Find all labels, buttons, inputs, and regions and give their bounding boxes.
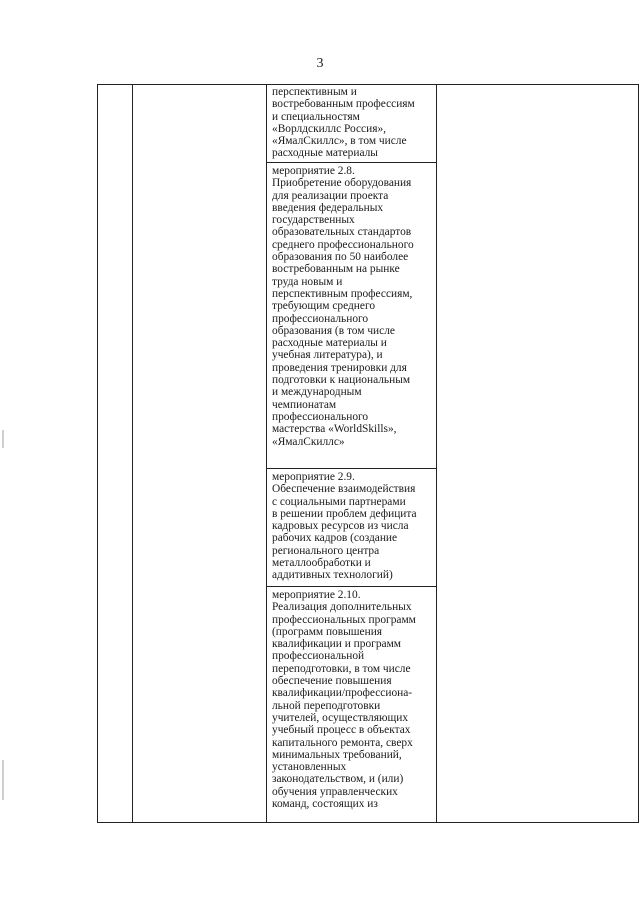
page-number: 3	[316, 56, 324, 71]
program-table	[97, 84, 639, 823]
table-cell-measure-2-9: мероприятие 2.9. Обеспечение взаимодействия с социальными партнерами в решении проблем дефицита кадровых ресурсов из числа рабочих кадров (создание регионального центра металлообработки и аддитивных технологий)	[272, 471, 417, 582]
column-divider	[266, 85, 267, 822]
scan-artifact	[2, 760, 4, 800]
row-divider	[266, 586, 436, 587]
column-divider	[436, 85, 437, 822]
table-cell-continuation: перспективным и востребованным профессиям и специальностям «Ворлдскиллс Россия», «ЯмалСкиллс», в том числе расходные материалы	[272, 86, 415, 160]
row-divider	[266, 162, 436, 163]
scan-artifact	[2, 430, 4, 448]
row-divider	[266, 468, 436, 469]
column-divider	[132, 85, 133, 822]
table-cell-measure-2-8: мероприятие 2.8. Приобретение оборудования для реализации проекта введения федеральных государственных образовательных стандартов среднего профессионального образования по 50 наиболее востребованным на рынке труда новым и перспективным профессиям, требующим среднего профессионального образования (в том числе расходные материалы и учебная литература), и проведения тренировки для подготовки к национальным и международным чемпионатам профессионального мастерства «WorldSkills», «ЯмалСкиллс»	[272, 165, 414, 448]
table-cell-measure-2-10: мероприятие 2.10. Реализация дополнительных профессиональных программ (программ повышения квалификации и программ профессиональной переподготовки, в том числе обеспечение повышения квалификации/профессиона- льной переподготовки учителей, осуществляющих учебный процесс в объектах капитального ремонта, сверх минимальных требований, установленных законодательством, и (или) обучения управленческих команд, состоящих из	[272, 589, 416, 811]
